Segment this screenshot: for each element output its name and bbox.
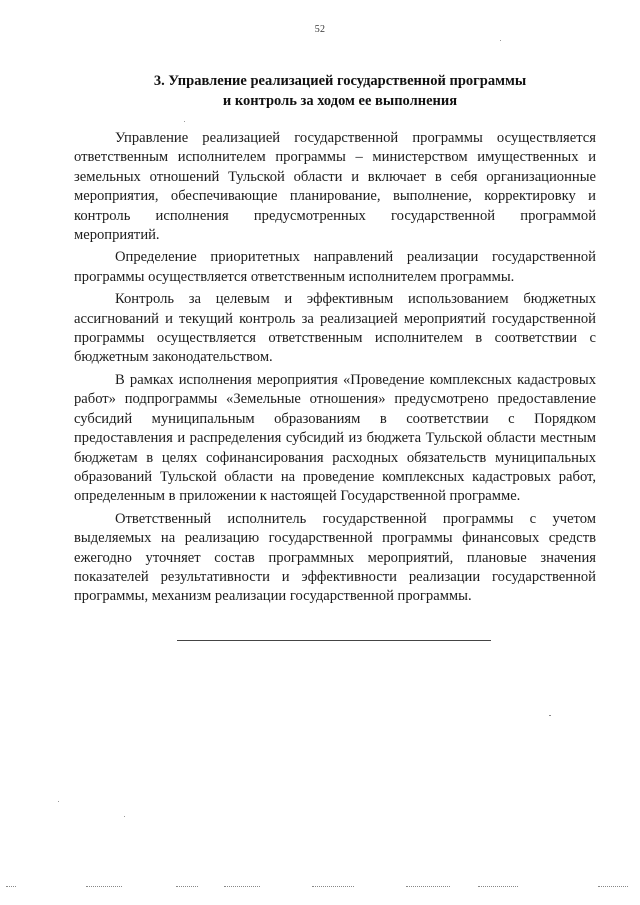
end-of-section-rule — [177, 640, 491, 641]
scan-edge-noise — [0, 886, 640, 888]
scan-speck — [549, 715, 551, 716]
paragraph-responsible-executor: Управление реализацией государственной программы осуществляется ответственным исполнителем программы – министерством имущественных и земельных отношений Тульской области и включает в себя организационные мероприятия, обеспечивающие планирование, выполнение, корректировку и контроль исполнения предусмотренных государственной программой мероприятий. — [74, 130, 596, 244]
scan-speck — [58, 801, 59, 802]
body-text — [74, 129, 596, 607]
paragraph-annual-update: Ответственный исполнитель государственной программы с учетом выделяемых на реализацию государственной программы финансовых средств ежегодно уточняет состав программных мероприятий, плановые значения показателей результативности и эффективности реализации государственной программы, механизм реализации государственной программы. — [74, 510, 596, 605]
scan-speck — [184, 121, 185, 122]
scan-speck — [124, 816, 125, 817]
section-heading-line-1: 3. Управление реализацией государственной программы — [153, 73, 527, 89]
section-heading-line-2: и контроль за ходом ее выполнения — [222, 93, 458, 109]
page-number: 52 — [314, 24, 326, 35]
section-heading — [120, 71, 560, 111]
scan-speck — [500, 40, 501, 41]
paragraph-cadastral-works: В рамках исполнения мероприятия «Проведение комплексных кадастровых работ» подпрограммы «Земельные отношения» предусмотрено предоставление субсидий муниципальным образованиям в соответствии с Порядком предоставления и распределения субсидий из бюджета Тульской области местным бюджетам в целях софинансирования расходных обязательств муниципальных образований Тульской области на проведение комплексных кадастровых работ, определенным в приложении к настоящей Государственной программе. — [74, 371, 596, 505]
paragraph-priority-directions: Определение приоритетных направлений реализации государственной программы осуществляется ответственным исполнителем программы. — [74, 249, 596, 285]
paragraph-budget-control: Контроль за целевым и эффективным использованием бюджетных ассигнований и текущий контроль за реализацией мероприятий государственной программы осуществляется ответственным исполнителем в соответствии с бюджетным законодательством. — [74, 291, 596, 366]
